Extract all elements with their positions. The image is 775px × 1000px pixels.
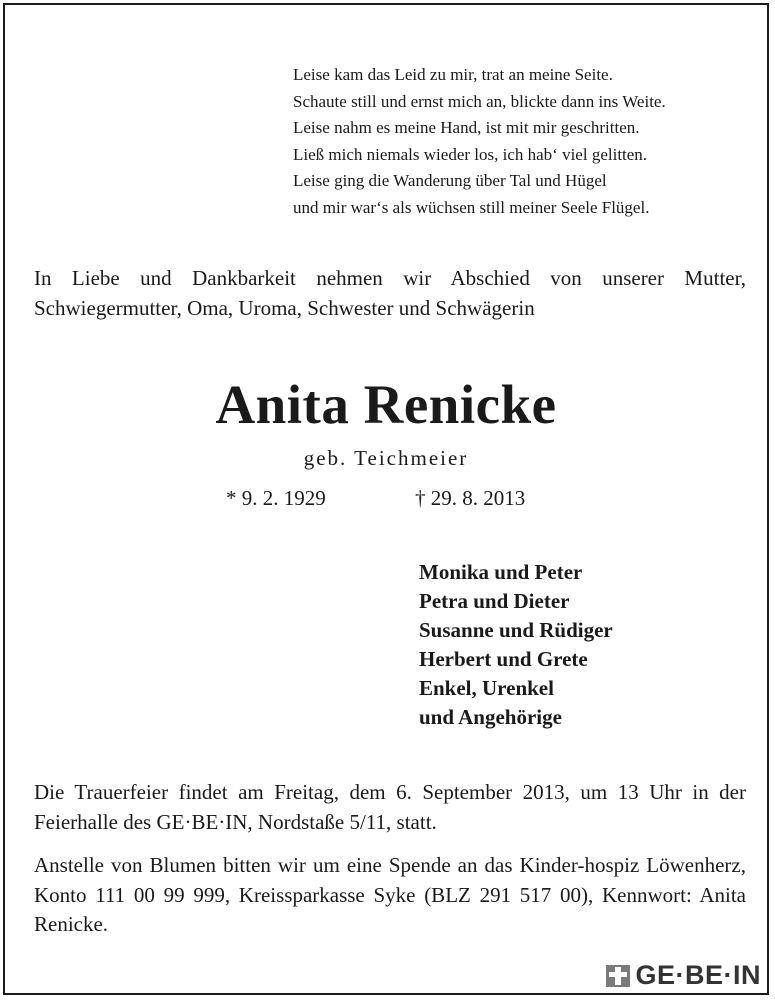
obituary-frame [3, 3, 769, 995]
death-date: † 29. 8. 2013 [415, 486, 526, 510]
deceased-name: Anita Renicke [215, 374, 557, 435]
poem-line: Ließ mich niemals wieder los, ich hab‘ viel gelitten. [293, 144, 648, 164]
funeral-home-logo [606, 960, 762, 991]
birth-date: * 9. 2. 1929 [226, 486, 326, 510]
logo-text: GE·BE·IN [635, 960, 761, 990]
cross-mark-icon [606, 965, 630, 987]
mourner-name: und Angehörige [419, 705, 562, 729]
poem-line: Schaute still und ernst mich an, blickte dann ins Weite. [293, 91, 666, 111]
poem [293, 62, 666, 221]
poem-line: Leise ging die Wanderung über Tal und Hügel [293, 171, 607, 190]
poem-line: und mir war‘s als wüchsen still meiner Seele Flügel. [293, 197, 650, 217]
mourners-list [419, 558, 613, 732]
mourner-name: Herbert und Grete [419, 647, 588, 671]
funeral-notice: Die Trauerfeier findet am Freitag, dem 6. September 2013, um 13 Uhr in der Feierhalle des GE·BE·IN, Nordstaße 5/11, statt. [34, 780, 746, 834]
maiden-name: geb. Teichmeier [303, 446, 469, 470]
mourner-name: Enkel, Urenkel [419, 676, 554, 700]
poem-line: Leise nahm es meine Hand, ist mit mir geschritten. [293, 118, 640, 137]
intro-text: In Liebe und Dankbarkeit nehmen wir Abschied von unserer Mutter, Schwiegermutter, Oma, Uroma, Schwester und Schwägerin [34, 266, 746, 320]
donation-notice: Anstelle von Blumen bitten wir um eine Spende an das Kinder-hospiz Löwenherz, Konto 111 00 99 999, Kreissparkasse Syke (BLZ 291 517 00), Kennwort: Anita Renicke. [34, 853, 746, 936]
mourner-name: Monika und Peter [419, 560, 583, 584]
poem-line: Leise kam das Leid zu mir, trat an meine Seite. [293, 65, 613, 84]
mourner-name: Susanne und Rüdiger [419, 618, 613, 642]
mourner-name: Petra und Dieter [419, 589, 570, 613]
